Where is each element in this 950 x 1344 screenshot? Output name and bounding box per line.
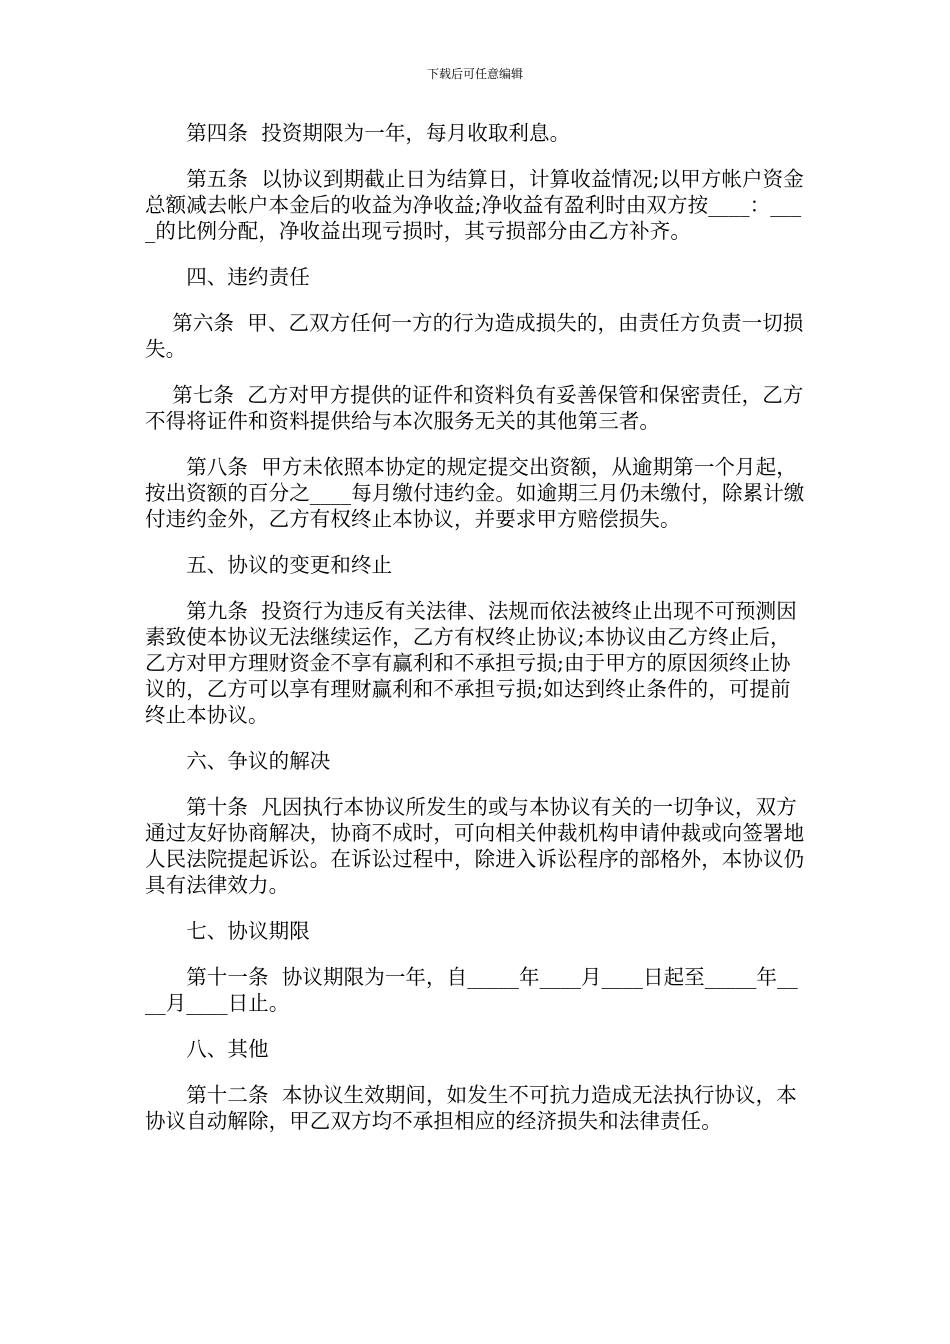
article-4: 第四条 投资期限为一年，每月收取利息。 [145,121,571,145]
page-header: 下载后可任意编辑 [426,67,523,81]
article-9: 第九条 投资行为违反有关法律、法规而依法被终止出现不可预测因素致使本协议无法继续运作，乙方有权终止协议;本协议由乙方终止后，乙方对甲方理财资金不享有赢利和不承担亏损;由于甲方的原因须终止协议的，乙方可以享有理财赢利和不承担亏损;如达到终止条件的，可提前终止本协议。 [145,599,797,727]
article-7: 第七条 乙方对甲方提供的证件和资料负有妥善保管和保密责任，乙方不得将证件和资料提供给与本次服务无关的其他第三者。 [145,383,804,433]
section-heading-other: 八、其他 [145,1037,269,1061]
article-6: 第六条 甲、乙双方任何一方的行为造成损失的，由责任方负责一切损失。 [145,311,804,361]
section-heading-dispute: 六、争议的解决 [145,749,331,773]
article-10: 第十条 凡因执行本协议所发生的或与本协议有关的一切争议，双方通过友好协商解决，协商不成时，可向相关仲裁机构申请仲裁或向签署地人民法院提起诉讼。在诉讼过程中，除进入诉讼程序的部格外，本协议仍具有法律效力。 [145,795,805,897]
section-heading-breach: 四、违约责任 [145,265,310,289]
article-11: 第十一条 协议期限为一年，自_____年____月____日起至_____年____月____日止。 [145,965,798,1015]
article-5: 第五条 以协议到期截止日为结算日，计算收益情况;以甲方帐户资金总额减去帐户本金后的收益为净收益;净收益有盈利时由双方按____：____的比例分配，净收益出现亏损时，其亏损部分由乙方补齐。 [145,167,804,243]
document-body [145,120,805,1134]
section-heading-term: 七、协议期限 [145,919,310,943]
article-12: 第十二条 本协议生效期间，如发生不可抗力造成无法执行协议，本协议自动解除，甲乙双方均不承担相应的经济损失和法律责任。 [145,1083,797,1133]
section-heading-change-termination: 五、协议的变更和终止 [145,553,393,577]
article-8: 第八条 甲方未依照本协定的规定提交出资额，从逾期第一个月起，按出资额的百分之____每月缴付违约金。如逾期三月仍未缴付，除累计缴付违约金外，乙方有权终止本协议，并要求甲方赔偿损失。 [145,455,805,531]
